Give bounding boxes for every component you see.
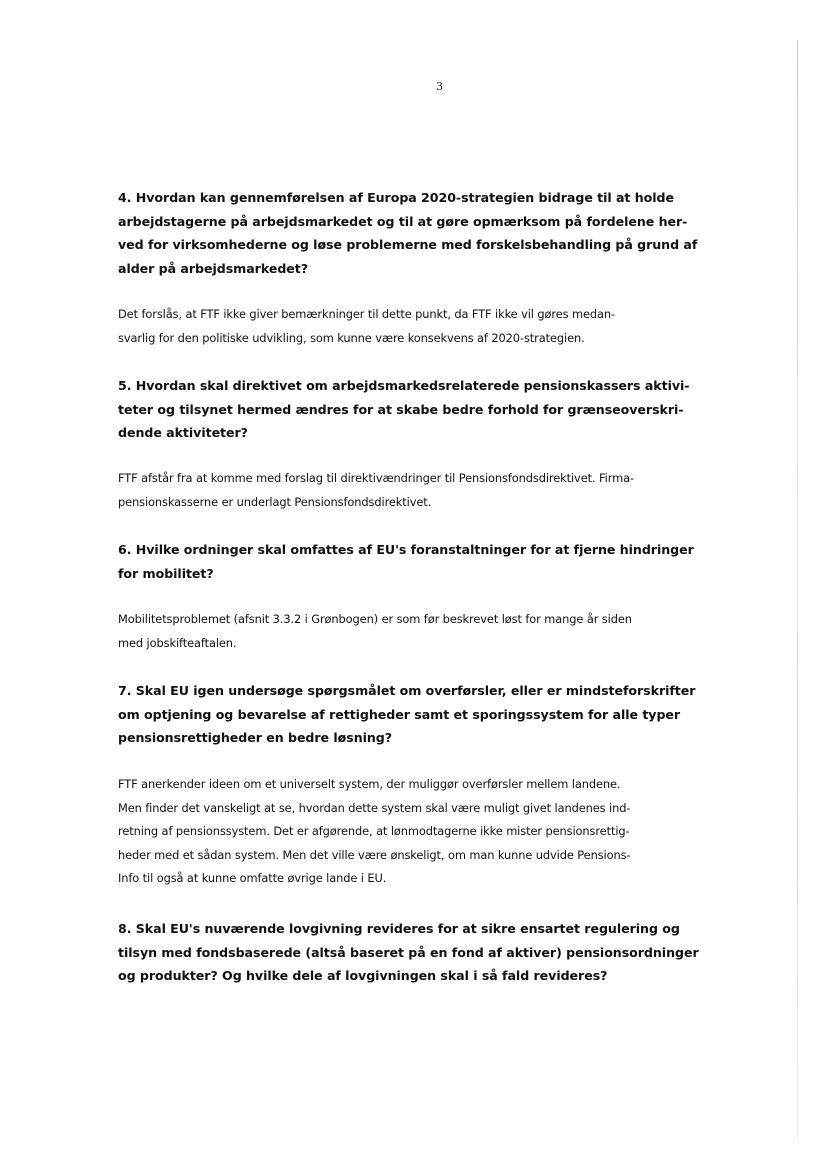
question-text <box>118 186 698 280</box>
question-line: pensionsrettigheder en bedre løsning? <box>118 730 393 745</box>
question-line: teter og tilsynet hermed ændres for at skabe bedre forhold for grænseoverskri- <box>118 401 684 417</box>
scan-edge-line <box>797 40 798 1140</box>
question-line: dende aktiviteter? <box>118 425 248 440</box>
answer-line: med jobskifteaftalen. <box>118 635 237 650</box>
page-number: 3 <box>436 80 443 93</box>
answer-line: heder med et sådan system. Men det ville være ønskeligt, om man kunne udvide Pensions- <box>118 847 631 862</box>
question-6 <box>118 538 694 585</box>
question-line: ved for virksomhederne og løse problemerne med forskelsbehandling på grund af <box>118 237 698 252</box>
question-line: for mobilitet? <box>118 565 214 581</box>
answer-text <box>118 467 658 514</box>
question-line: 6. Hvilke ordninger skal omfattes af EU's foranstaltninger for at fjerne hindringer <box>118 542 694 557</box>
answer-6 <box>118 608 658 655</box>
question-5 <box>118 374 690 445</box>
answer-line: retning af pensionssystem. Det er afgørende, at lønmodtagerne ikke mister pensionsrettig- <box>118 824 630 838</box>
answer-line: FTF afstår fra at komme med forslag til direktivændringer til Pensionsfondsdirektivet. Firma- <box>118 471 634 485</box>
question-line: 8. Skal EU's nuværende lovgivning revideres for at sikre ensartet regulering og <box>118 921 680 936</box>
question-8 <box>118 917 699 988</box>
question-4 <box>118 186 698 280</box>
answer-line: pensionskasserne er underlagt Pensionsfondsdirektivet. <box>118 494 432 509</box>
question-line: alder på arbejdsmarkedet? <box>118 260 308 276</box>
answer-4 <box>118 303 658 350</box>
answer-line: FTF anerkender ideen om et universelt system, der muliggør overførsler mellem landene. <box>118 777 621 791</box>
question-line: 7. Skal EU igen undersøge spørgsmålet om overførsler, eller er mindsteforskrifter <box>118 683 696 698</box>
question-line: 4. Hvordan kan gennemførelsen af Europa 2020-strategien bidrage til at holde <box>118 190 674 205</box>
answer-7 <box>118 773 658 891</box>
question-text <box>118 679 696 750</box>
question-text <box>118 538 694 585</box>
answer-line: Men finder det vanskeligt at se, hvordan dette system skal være muligt givet landenes ind- <box>118 800 631 815</box>
question-line: og produkter? Og hvilke dele af lovgivningen skal i så fald revideres? <box>118 968 608 983</box>
question-line: om optjening og bevarelse af rettigheder samt et sporingssystem for alle typer <box>118 706 681 722</box>
answer-line: Det forslås, at FTF ikke giver bemærkninger til dette punkt, da FTF ikke vil gøres medan- <box>118 307 616 321</box>
question-text <box>118 917 699 988</box>
answer-text <box>118 608 658 655</box>
question-line: 5. Hvordan skal direktivet om arbejdsmarkedsrelaterede pensionskassers aktivi- <box>118 378 690 393</box>
answer-text <box>118 773 658 891</box>
question-7 <box>118 679 696 750</box>
answer-5 <box>118 467 658 514</box>
answer-line: Mobilitetsproblemet (afsnit 3.3.2 i Grønbogen) er som før beskrevet løst for mange år siden <box>118 612 632 626</box>
question-line: tilsyn med fondsbaserede (altså baseret på en fond af aktiver) pensionsordninger <box>118 944 699 960</box>
question-text <box>118 374 690 445</box>
answer-text <box>118 303 658 350</box>
answer-line: Info til også at kunne omfatte øvrige lande i EU. <box>118 871 387 885</box>
answer-line: svarlig for den politiske udvikling, som kunne være konsekvens af 2020-strategien. <box>118 330 585 345</box>
question-line: arbejdstagerne på arbejdsmarkedet og til at gøre opmærksom på fordelene her- <box>118 213 688 229</box>
